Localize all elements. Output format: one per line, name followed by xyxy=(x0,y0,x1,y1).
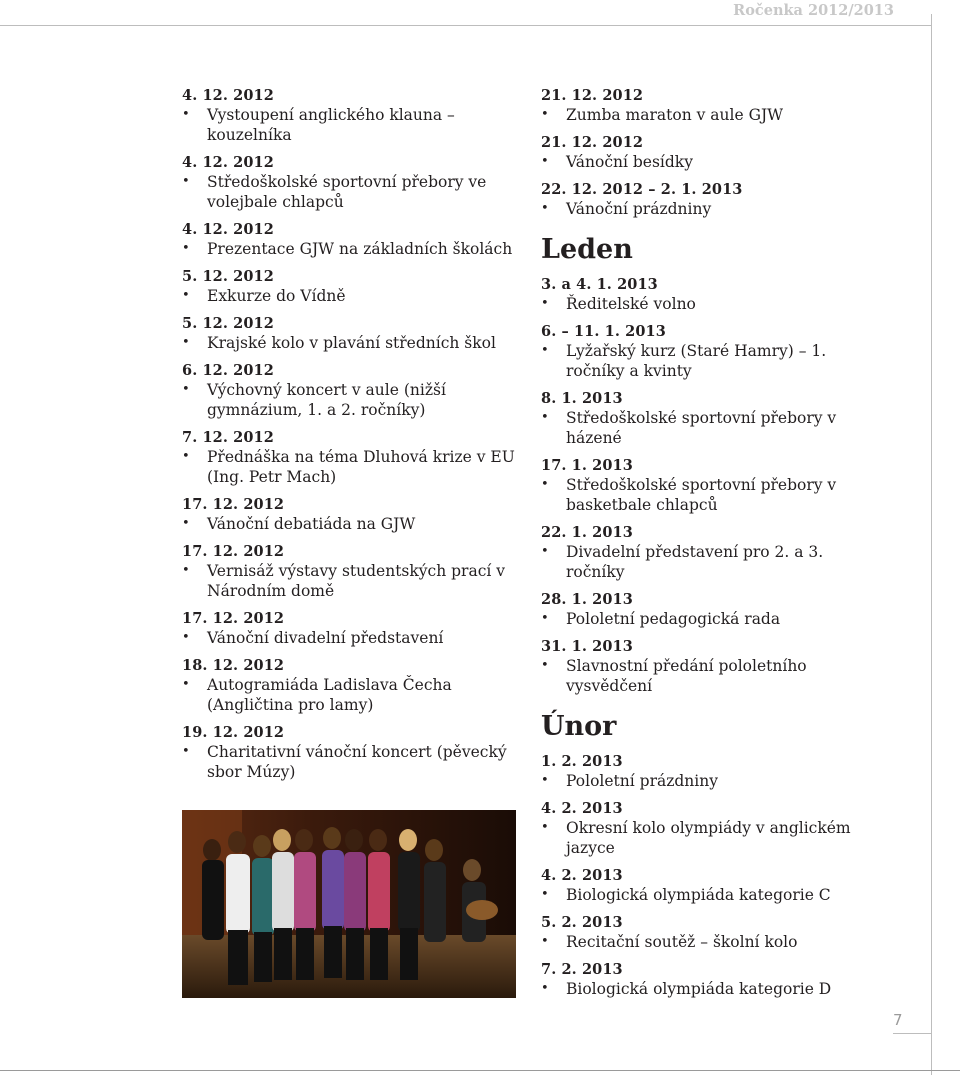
event-entry xyxy=(541,590,886,629)
event-date: 6. 12. 2012 xyxy=(182,362,274,379)
event-text: Prezentace GJW na základních školách xyxy=(207,240,513,258)
event-date: 7. 2. 2013 xyxy=(541,961,623,978)
bullet-icon: • xyxy=(541,107,549,122)
event-text: Výchovný koncert v aule (nižší gymnázium, 1. a 2. ročníky) xyxy=(207,381,446,419)
event-entry xyxy=(541,180,886,219)
running-header: Ročenka 2012/2013 xyxy=(733,2,894,19)
event-entry xyxy=(182,86,517,145)
event-text: Recitační soutěž – školní kolo xyxy=(566,933,798,951)
event-item xyxy=(541,609,886,629)
event-text: Vánoční prázdniny xyxy=(566,200,712,218)
event-entry xyxy=(182,314,517,353)
bullet-icon: • xyxy=(541,887,549,902)
event-date: 21. 12. 2012 xyxy=(541,134,644,151)
event-entry xyxy=(541,913,886,952)
event-text: Zumba maraton v aule GJW xyxy=(566,106,784,124)
event-item xyxy=(182,561,517,601)
bullet-icon: • xyxy=(541,934,549,949)
event-entry xyxy=(541,389,886,448)
bullet-icon: • xyxy=(182,630,190,645)
choir-photo-illustration xyxy=(182,810,516,998)
bullet-icon: • xyxy=(541,296,549,311)
bullet-icon: • xyxy=(182,449,190,464)
bullet-icon: • xyxy=(182,241,190,256)
event-date: 4. 2. 2013 xyxy=(541,867,623,884)
left-column xyxy=(182,86,517,790)
bullet-icon: • xyxy=(182,516,190,531)
event-date: 4. 2. 2013 xyxy=(541,800,623,817)
event-date: 3. a 4. 1. 2013 xyxy=(541,276,658,293)
event-text: Vystoupení anglického klauna – kouzelníka xyxy=(207,106,455,144)
event-item xyxy=(541,771,886,791)
event-date: 17. 1. 2013 xyxy=(541,457,633,474)
event-item xyxy=(541,542,886,582)
event-entry xyxy=(541,799,886,858)
event-item xyxy=(541,475,886,515)
bullet-icon: • xyxy=(541,658,549,673)
event-item xyxy=(541,885,886,905)
event-item xyxy=(182,628,517,648)
event-date: 4. 12. 2012 xyxy=(182,87,274,104)
event-item xyxy=(541,979,886,999)
event-date: 17. 12. 2012 xyxy=(182,610,285,627)
bullet-icon: • xyxy=(182,382,190,397)
event-date: 5. 2. 2013 xyxy=(541,914,623,931)
bullet-icon: • xyxy=(541,773,549,788)
bullet-icon: • xyxy=(541,981,549,996)
choir-photo xyxy=(182,810,516,998)
event-date: 28. 1. 2013 xyxy=(541,591,633,608)
page-number-rule xyxy=(893,1033,931,1034)
event-item xyxy=(541,199,886,219)
event-date: 17. 12. 2012 xyxy=(182,496,285,513)
event-item xyxy=(541,932,886,952)
event-item xyxy=(541,105,886,125)
event-text: Biologická olympiáda kategorie D xyxy=(566,980,832,998)
event-entry xyxy=(182,609,517,648)
event-entry xyxy=(541,866,886,905)
event-date: 19. 12. 2012 xyxy=(182,724,285,741)
event-date: 4. 12. 2012 xyxy=(182,154,274,171)
event-item xyxy=(541,656,886,696)
event-date: 17. 12. 2012 xyxy=(182,543,285,560)
event-text: Ředitelské volno xyxy=(566,295,696,313)
event-text: Slavnostní předání pololetního vysvědčení xyxy=(566,657,807,695)
event-entry xyxy=(541,456,886,515)
event-entry xyxy=(182,495,517,534)
event-text: Vernisáž výstavy studentských prací v Národním domě xyxy=(207,562,506,600)
bullet-icon: • xyxy=(182,563,190,578)
bullet-icon: • xyxy=(541,611,549,626)
bullet-icon: • xyxy=(541,410,549,425)
event-entry xyxy=(182,656,517,715)
event-entry xyxy=(541,752,886,791)
event-item xyxy=(541,818,886,858)
event-text: Středoškolské sportovní přebory ve volejbale chlapců xyxy=(207,173,487,211)
event-text: Středoškolské sportovní přebory v basketbale chlapců xyxy=(566,476,837,514)
bullet-icon: • xyxy=(541,201,549,216)
margin-rule xyxy=(931,14,932,1075)
event-entry xyxy=(541,960,886,999)
page-number: 7 xyxy=(893,1011,903,1029)
event-item xyxy=(182,333,517,353)
event-text: Okresní kolo olympiády v anglickém jazyce xyxy=(566,819,851,857)
event-date: 4. 12. 2012 xyxy=(182,221,274,238)
event-item xyxy=(541,294,886,314)
bullet-icon: • xyxy=(182,107,190,122)
event-text: Krajské kolo v plavání středních škol xyxy=(207,334,496,352)
event-entry xyxy=(541,637,886,696)
month-heading-january: Leden xyxy=(541,234,633,265)
event-item xyxy=(182,742,517,782)
event-text: Lyžařský kurz (Staré Hamry) – 1. ročníky a kvinty xyxy=(566,342,827,380)
bullet-icon: • xyxy=(182,744,190,759)
event-entry xyxy=(541,275,886,314)
event-date: 8. 1. 2013 xyxy=(541,390,623,407)
event-text: Přednáška na téma Dluhová krize v EU (Ing. Petr Mach) xyxy=(207,448,515,486)
event-date: 21. 12. 2012 xyxy=(541,87,644,104)
bullet-icon: • xyxy=(541,544,549,559)
bullet-icon: • xyxy=(182,174,190,189)
event-item xyxy=(182,105,517,145)
event-text: Pololetní prázdniny xyxy=(566,772,718,790)
event-item xyxy=(182,514,517,534)
header-rule xyxy=(0,25,931,26)
event-date: 22. 12. 2012 – 2. 1. 2013 xyxy=(541,181,743,198)
event-text: Středoškolské sportovní přebory v házené xyxy=(566,409,837,447)
event-text: Divadelní představení pro 2. a 3. ročníky xyxy=(566,543,824,581)
event-item xyxy=(182,239,517,259)
event-date: 5. 12. 2012 xyxy=(182,268,274,285)
event-entry xyxy=(182,723,517,782)
event-date: 6. – 11. 1. 2013 xyxy=(541,323,666,340)
event-date: 5. 12. 2012 xyxy=(182,315,274,332)
event-text: Vánoční debatiáda na GJW xyxy=(207,515,416,533)
month-heading-february: Únor xyxy=(541,711,617,742)
event-date: 1. 2. 2013 xyxy=(541,753,623,770)
event-date: 31. 1. 2013 xyxy=(541,638,633,655)
event-text: Biologická olympiáda kategorie C xyxy=(566,886,831,904)
event-text: Vánoční besídky xyxy=(566,153,693,171)
right-column xyxy=(541,86,886,1007)
event-item xyxy=(182,675,517,715)
bullet-icon: • xyxy=(182,288,190,303)
event-date: 7. 12. 2012 xyxy=(182,429,274,446)
event-text: Pololetní pedagogická rada xyxy=(566,610,781,628)
event-text: Charitativní vánoční koncert (pěvecký sbor Múzy) xyxy=(207,743,507,781)
bullet-icon: • xyxy=(541,154,549,169)
event-entry xyxy=(182,428,517,487)
bullet-icon: • xyxy=(541,820,549,835)
event-entry xyxy=(541,86,886,125)
event-date: 18. 12. 2012 xyxy=(182,657,285,674)
event-text: Vánoční divadelní představení xyxy=(207,629,444,647)
event-entry xyxy=(182,361,517,420)
bullet-icon: • xyxy=(182,335,190,350)
bullet-icon: • xyxy=(541,477,549,492)
event-entry xyxy=(182,153,517,212)
event-item xyxy=(541,152,886,172)
event-item xyxy=(541,408,886,448)
event-entry xyxy=(541,322,886,381)
event-item xyxy=(182,447,517,487)
event-text: Exkurze do Vídně xyxy=(207,287,346,305)
event-entry xyxy=(182,267,517,306)
bullet-icon: • xyxy=(541,343,549,358)
footer-rule xyxy=(0,1070,960,1071)
event-date: 22. 1. 2013 xyxy=(541,524,633,541)
event-item xyxy=(182,172,517,212)
event-text: Autogramiáda Ladislava Čecha (Angličtina pro lamy) xyxy=(207,676,452,714)
event-item xyxy=(182,286,517,306)
event-item xyxy=(541,341,886,381)
event-entry xyxy=(541,523,886,582)
event-entry xyxy=(182,542,517,601)
event-entry xyxy=(182,220,517,259)
bullet-icon: • xyxy=(182,677,190,692)
event-entry xyxy=(541,133,886,172)
event-item xyxy=(182,380,517,420)
